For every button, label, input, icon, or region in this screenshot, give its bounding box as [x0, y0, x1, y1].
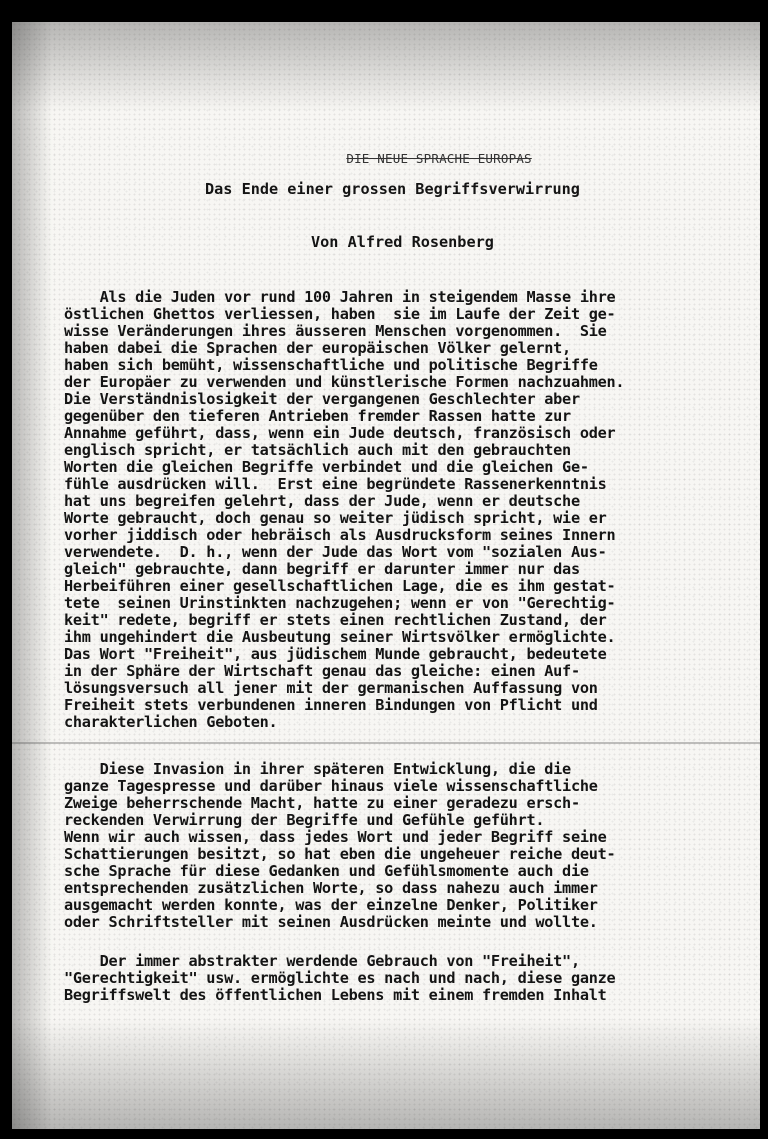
text-line: oder Schriftsteller mit seinen Ausdrücken meinte und wollte. — [64, 913, 598, 931]
text-line: lösungsversuch all jener mit der germanischen Auffassung von — [64, 679, 598, 697]
text-line: hat uns begreifen gelehrt, dass der Jude, wenn er deutsche — [64, 492, 580, 510]
text-line: haben dabei die Sprachen der europäischen Völker gelernt, — [64, 339, 571, 357]
text-line: fühle ausdrücken will. Erst eine begründete Rassenerkenntnis — [64, 475, 607, 493]
text-line: entsprechenden zusätzlichen Worte, so dass nahezu auch immer — [64, 879, 598, 897]
text-line: Begriffswelt des öffentlichen Lebens mit einem fremden Inhalt — [64, 986, 607, 1004]
text-line: reckenden Verwirrung der Begriffe und Gefühle geführt. — [64, 811, 545, 829]
document-header — [300, 132, 532, 186]
text-line: ganze Tagespresse und darüber hinaus viele wissenschaftliche — [64, 777, 598, 795]
text-line: "Gerechtigkeit" usw. ermöglichte es nach und nach, diese ganze — [64, 969, 616, 987]
text-line: Als die Juden vor rund 100 Jahren in steigendem Masse ihre — [64, 288, 616, 306]
text-line: tete seinen Urinstinkten nachzugehen; wenn er von "Gerechtig- — [64, 594, 616, 612]
text-line: Wenn wir auch wissen, dass jedes Wort und jeder Begriff seine — [64, 828, 607, 846]
text-line: vorher jiddisch oder hebräisch als Ausdrucksform seines Innern — [64, 526, 616, 544]
text-line: sche Sprache für diese Gedanken und Gefühlsmomente auch die — [64, 862, 589, 880]
text-line: Annahme geführt, dass, wenn ein Jude deutsch, französisch oder — [64, 424, 616, 442]
text-line: Freiheit stets verbundenen inneren Bindungen von Pflicht und — [64, 696, 598, 714]
text-line: verwendete. D. h., wenn der Jude das Wort vom "sozialen Aus- — [64, 543, 607, 561]
text-line: Zweige beherrschende Macht, hatte zu einer geradezu ersch- — [64, 794, 580, 812]
text-line: Die Verständnislosigkeit der vergangenen Geschlechter aber — [64, 390, 580, 408]
text-line: Worten die gleichen Begriffe verbindet und die gleichen Ge- — [64, 458, 589, 476]
text-line: Das Wort "Freiheit", aus jüdischem Munde gebraucht, bedeutete — [64, 645, 607, 663]
document-header-text: DIE NEUE SPRACHE EUROPAS — [346, 151, 532, 166]
text-line: Herbeiführen einer gesellschaftlichen Lage, die es ihm gestat- — [64, 577, 616, 595]
text-line: charakterlichen Geboten. — [64, 713, 278, 731]
text-line: der Europäer zu verwenden und künstlerische Formen nachzuahmen. — [64, 373, 625, 391]
text-line: östlichen Ghettos verliessen, haben sie im Laufe der Zeit ge- — [64, 305, 616, 323]
text-line: Diese Invasion in ihrer späteren Entwicklung, die die — [64, 760, 571, 778]
text-line: gleich" gebrauchte, dann begriff er darunter immer nur das — [64, 560, 580, 578]
text-line: keit" redete, begriff er stets einen rechtlichen Zustand, der — [64, 611, 607, 629]
text-line: gegenüber den tieferen Antrieben fremder Rassen hatte zur — [64, 407, 571, 425]
text-line: Der immer abstrakter werdende Gebrauch von "Freiheit", — [64, 952, 580, 970]
text-line: haben sich bemüht, wissenschaftliche und politische Begriffe — [64, 356, 598, 374]
text-line: ihm ungehindert die Ausbeutung seiner Wirtsvölker ermöglichte. — [64, 628, 616, 646]
text-line: in der Sphäre der Wirtschaft genau das gleiche: einen Auf- — [64, 662, 580, 680]
text-line: ausgemacht werden konnte, was der einzelne Denker, Politiker — [64, 896, 598, 914]
document-author: Von Alfred Rosenberg — [311, 233, 494, 251]
text-line: Worte gebraucht, doch genau so weiter jüdisch spricht, wie er — [64, 509, 607, 527]
text-line: englisch spricht, er tatsächlich auch mit den gebrauchten — [64, 441, 571, 459]
text-line: Schattierungen besitzt, so hat eben die ungeheuer reiche deut- — [64, 845, 616, 863]
document-subtitle: Das Ende einer grossen Begriffsverwirrung — [205, 180, 580, 198]
text-line: wisse Veränderungen ihres äusseren Menschen vorgenommen. Sie — [64, 322, 607, 340]
